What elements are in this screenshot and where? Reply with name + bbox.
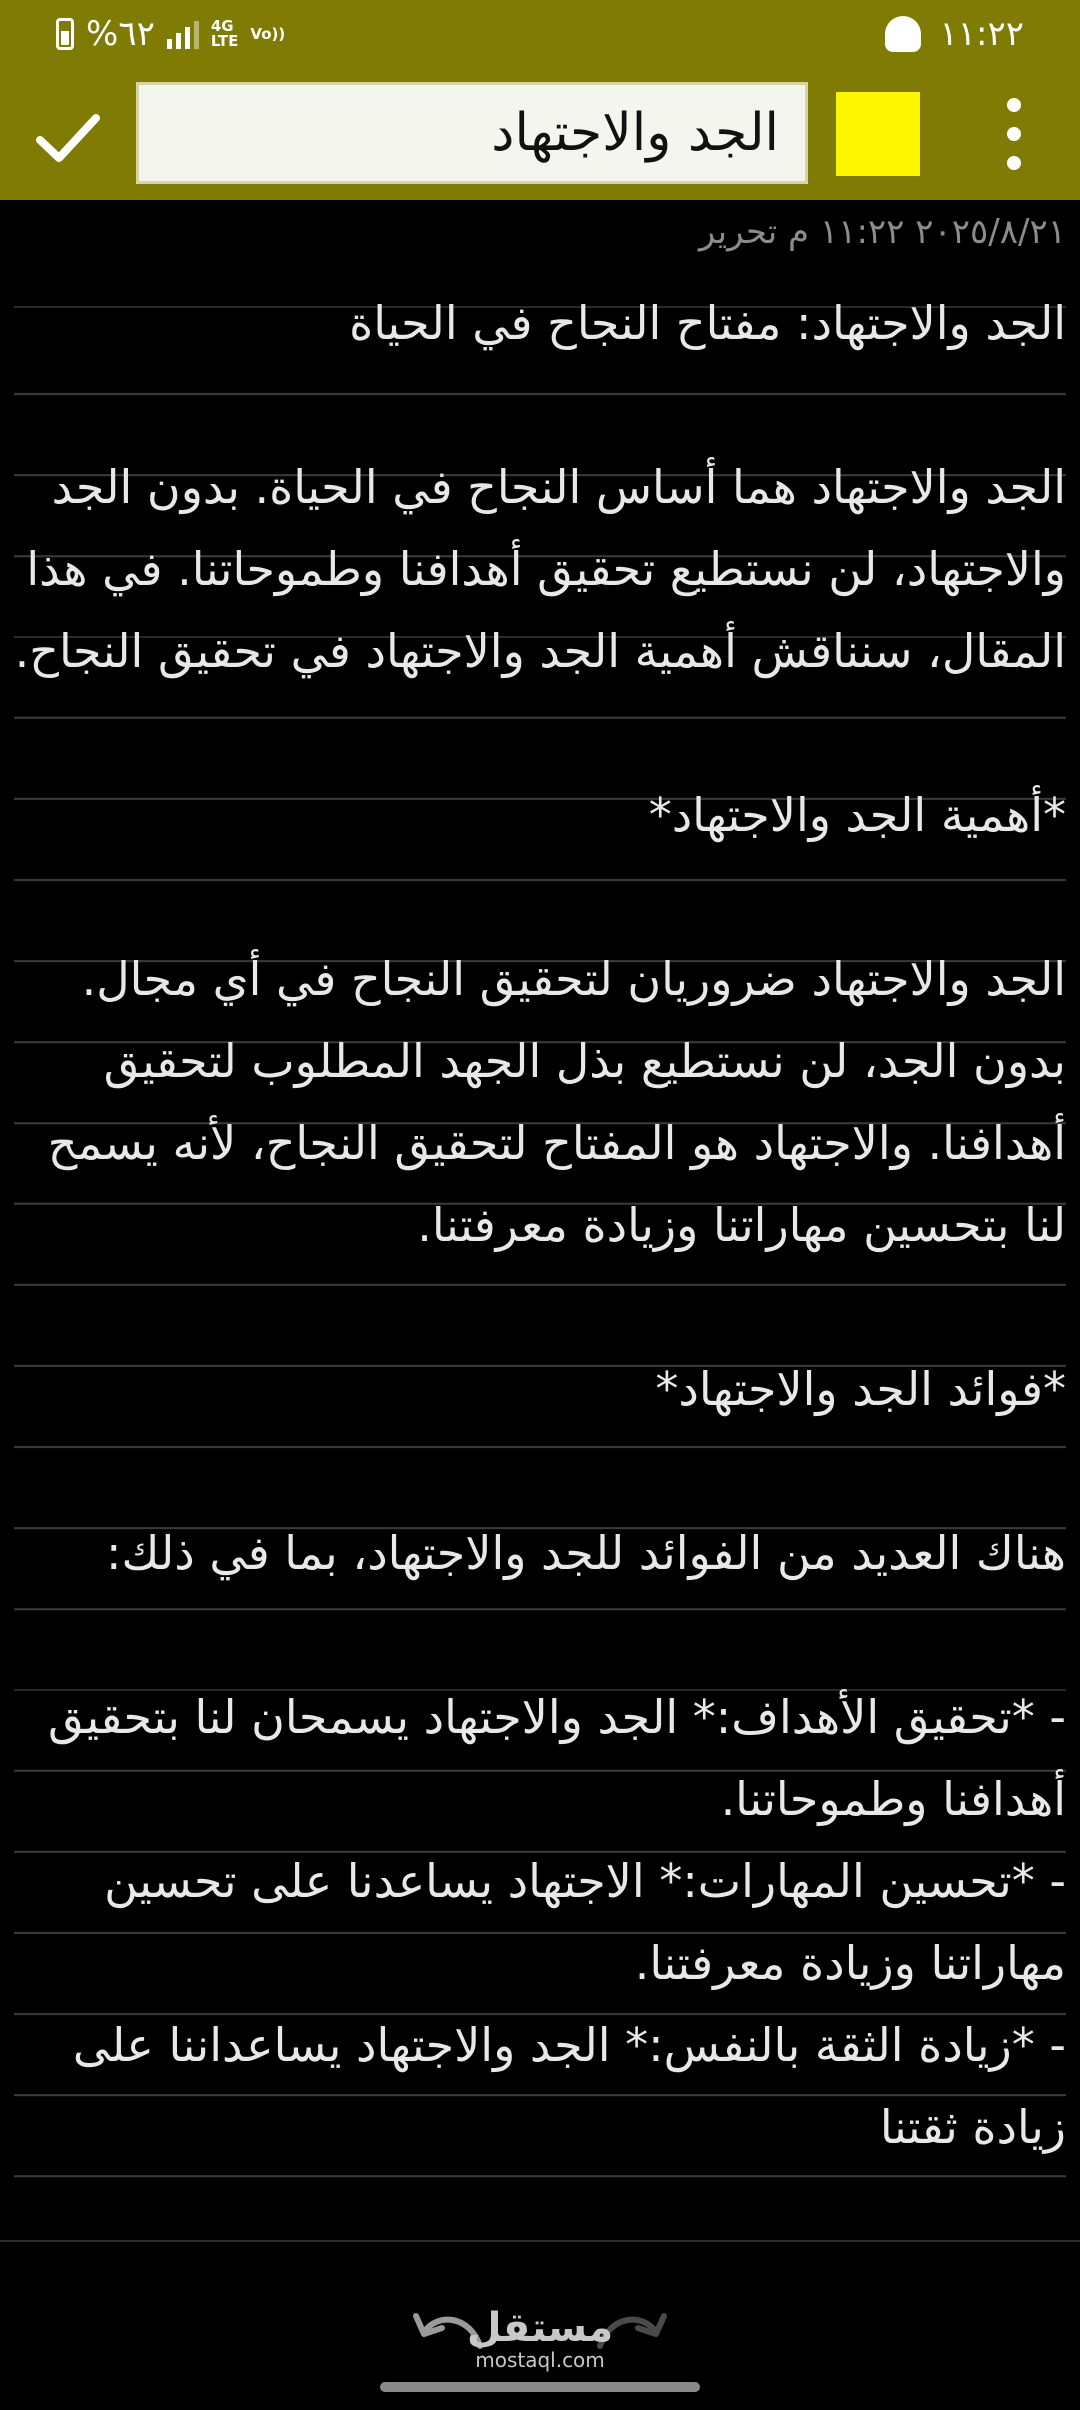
network-lte: LTE [210, 32, 239, 50]
dot-icon [1007, 98, 1021, 112]
note-body[interactable] [11, 282, 1066, 2232]
note-paragraph: الجد والاجتهاد ضروريان لتحقيق النجاح في أي مجال. بدون الجد، لن نستطيع بذل الجهد المطلوب لتحقيق أهدافنا. والاجتهاد هو المفتاح لتحقيق النجاح، لأنه يسمح لنا بتحسين مهاراتنا وزيادة معرفتنا. [33, 952, 1066, 1252]
volte-indicator: Vo)) [250, 24, 286, 43]
network-type: 4G [210, 17, 234, 35]
home-indicator[interactable] [380, 2382, 700, 2392]
note-paragraph [14, 856, 1066, 938]
note-paragraph: *أهمية الجد والاجتهاد* [648, 788, 1066, 842]
snapchat-ghost-icon [885, 16, 921, 52]
note-paragraph: - *تحقيق الأهداف:* الجد والاجتهاد يسمحان لنا بتحقيق أهدافنا وطموحاتنا. [33, 1690, 1066, 1826]
dot-icon [1007, 127, 1021, 141]
more-options-button[interactable] [994, 98, 1034, 170]
app-header [0, 0, 1080, 200]
watermark-url: mostaql.com [475, 2348, 605, 2372]
signal-icon [167, 19, 199, 49]
note-paragraph: الجد والاجتهاد: مفتاح النجاح في الحياة [349, 296, 1066, 350]
status-left [56, 14, 285, 54]
dot-icon [1007, 156, 1021, 170]
note-title-input[interactable]: الجد والاجتهاد [136, 82, 808, 184]
note-meta[interactable]: ٢٠٢٥/٨/٢١ ١١:٢٢ م تحرير [698, 212, 1066, 252]
check-icon [32, 102, 104, 174]
watermark [0, 2305, 1080, 2372]
status-bar [0, 0, 1080, 70]
note-paragraph: هناك العديد من الفوائد للجد والاجتهاد، بما في ذلك: [105, 1526, 1066, 1580]
save-check-button[interactable] [32, 102, 104, 174]
battery-percent: %٦٢ [86, 14, 155, 54]
note-paragraph [14, 1594, 1066, 1676]
note-paragraph: - *تحسين المهارات:* الاجتهاد يساعدنا على تحسين مهاراتنا وزيادة معرفتنا. [89, 1854, 1066, 1990]
note-paragraph [14, 1266, 1066, 1348]
note-paragraph [14, 692, 1066, 774]
note-paragraph: *فوائد الجد والاجتهاد* [655, 1362, 1066, 1416]
note-paragraph: الجد والاجتهاد هما أساس النجاح في الحياة. بدون الجد والاجتهاد، لن نستطيع تحقيق أهدافنا وطموحاتنا. في هذا المقال، سنناقش أهمية الجد والاجتهاد في تحقيق النجاح. [11, 460, 1066, 678]
battery-icon [56, 18, 74, 50]
note-paragraph [14, 1430, 1066, 1512]
note-color-button[interactable] [836, 92, 920, 176]
status-time: ١١:٢٢ [939, 14, 1024, 54]
note-paragraph: - *زيادة الثقة بالنفس:* الجد والاجتهاد يساعداننا على زيادة ثقتنا [58, 2018, 1066, 2154]
watermark-arabic: مستقل [466, 2305, 614, 2351]
note-paragraph [14, 364, 1066, 446]
network-indicator [211, 19, 239, 49]
status-right [885, 14, 1024, 54]
